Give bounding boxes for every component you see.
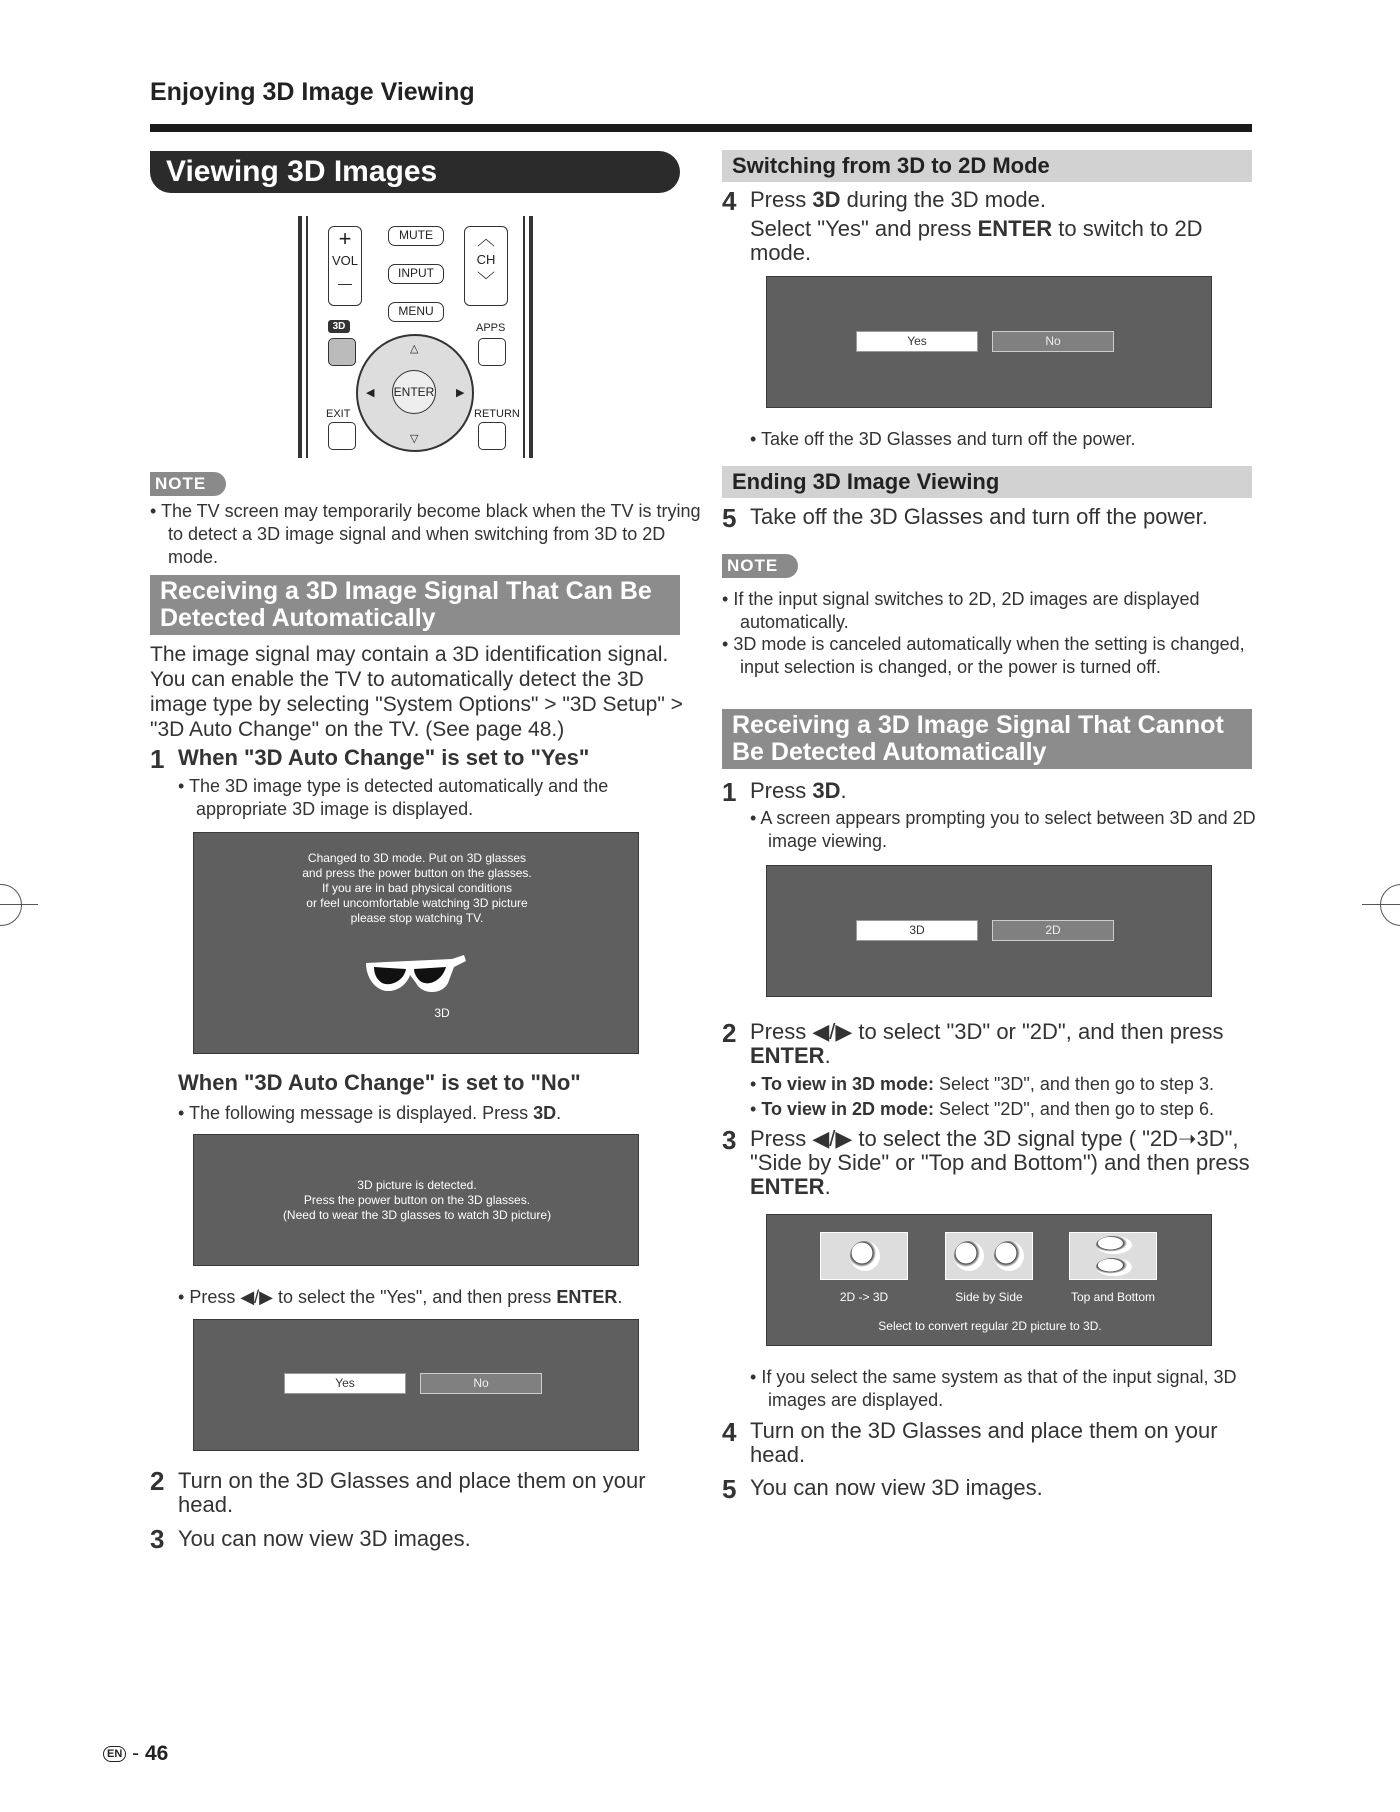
- page-header-title: Enjoying 3D Image Viewing: [150, 78, 475, 106]
- footer-separator: -: [132, 1742, 140, 1765]
- manual-step1-text: Press 3D.: [750, 778, 847, 803]
- page-footer: [103, 1742, 168, 1766]
- crop-mark-left-circle: [0, 884, 22, 926]
- page-number: 46: [144, 1742, 169, 1765]
- manual-step2-bullet-2d: • To view in 2D mode: Select "2D", and then go to step 6.: [750, 1098, 1278, 1121]
- vol-label: VOL: [331, 253, 358, 268]
- press-bullet: • Press ◀/▶ to select the "Yes", and then press ENTER.: [178, 1286, 716, 1309]
- three-d-button: [328, 338, 356, 366]
- input-button: INPUT: [388, 264, 444, 284]
- mute-button: MUTE: [388, 226, 444, 246]
- manual-step3-bullet: • If you select the same system as that of the input signal, 3D images are displayed.: [750, 1366, 1268, 1412]
- dpad-down-icon: ▽: [410, 433, 419, 445]
- three-d-label: 3D: [328, 320, 350, 333]
- manual-step3-number: 3: [722, 1125, 737, 1155]
- exit-label: EXIT: [326, 408, 351, 420]
- return-label: RETURN: [474, 408, 520, 420]
- screen-yes-no-left: [193, 1319, 639, 1451]
- manual-step5-text: You can now view 3D images.: [750, 1475, 1043, 1500]
- header-rule: [150, 124, 1252, 132]
- no-bullet: • The following message is displayed. Press 3D.: [178, 1102, 696, 1125]
- dpad-up-icon: △: [410, 343, 419, 355]
- glasses-icon: [362, 953, 468, 997]
- vol-rocker: [328, 226, 362, 306]
- step2-number: 2: [150, 1466, 165, 1496]
- step3-number: 3: [150, 1524, 165, 1554]
- note-right-1: • If the input signal switches to 2D, 2D images are displayed automatically.: [722, 588, 1270, 634]
- yes-option: Yes: [284, 1373, 406, 1394]
- ending-step-text: Take off the 3D Glasses and turn off the power.: [750, 504, 1208, 529]
- option-top-bottom-thumb: [1069, 1232, 1157, 1280]
- screen-3d-detected-message: 3D picture is detected. Press the power button on the 3D glasses. (Need to wear the 3D glasses to watch 3D picture): [282, 1178, 552, 1222]
- apps-button: [478, 338, 506, 366]
- ch-rocker: [464, 226, 508, 306]
- vol-minus-label: —: [338, 275, 352, 291]
- ball-icon-right: [994, 1241, 1024, 1271]
- dpad-right-icon: ▶: [456, 387, 465, 399]
- step1-bullet: • The 3D image type is detected automatically and the appropriate 3D image is displayed.: [178, 775, 696, 821]
- option-side-by-side-thumb: [945, 1232, 1033, 1280]
- vol-plus-label: +: [338, 226, 352, 251]
- ending-step-number: 5: [722, 503, 737, 533]
- dpad: [356, 334, 474, 452]
- option-3d: 3D: [856, 920, 978, 941]
- apps-label: APPS: [476, 322, 506, 334]
- ball-icon-bottom: [1096, 1258, 1132, 1276]
- option-2d: 2D: [992, 920, 1114, 941]
- menu-button: MENU: [388, 302, 444, 322]
- note-badge-right: NOTE: [722, 554, 798, 578]
- step1-number: 1: [150, 744, 165, 774]
- note-text: • The TV screen may temporarily become black when the TV is trying to detect a 3D image signal and when switching from 3D to 2D mode.: [150, 500, 704, 569]
- screen-yes-no-right: [766, 276, 1212, 408]
- manual-step1-number: 1: [722, 777, 737, 807]
- screen-3d-label: 3D: [434, 1006, 450, 1020]
- manual-step1-bullet: • A screen appears prompting you to select between 3D and 2D image viewing.: [750, 807, 1268, 853]
- ending-heading: Ending 3D Image Viewing: [722, 466, 1252, 498]
- manual-step5-number: 5: [722, 1474, 737, 1504]
- switch-heading: Switching from 3D to 2D Mode: [722, 150, 1252, 182]
- screen-signal-type: [766, 1214, 1212, 1346]
- crop-mark-right-circle: [1380, 884, 1400, 926]
- screen-3d-2d: [766, 865, 1212, 997]
- dpad-left-icon: ◀: [366, 387, 375, 399]
- screen-3d-changed-message: Changed to 3D mode. Put on 3D glasses and press the power button on the glasses. If you are in bad physical conditions or feel uncomfortable watching 3D picture please stop watching TV.: [302, 851, 532, 925]
- ch-down-icon: ﹀: [477, 271, 495, 291]
- option-caption: Select to convert regular 2D picture to 3D.: [878, 1319, 1102, 1333]
- option-2d-to-3d-thumb: [820, 1232, 908, 1280]
- manual-step3-text: Press ◀/▶ to select the 3D signal type ( "2D➝3D", "Side by Side" or "Top and Bottom") and then press ENTER.: [750, 1126, 1250, 1199]
- note-right-2: • 3D mode is canceled automatically when the setting is changed, input selection is changed, or the power is turned off.: [722, 633, 1270, 679]
- section-heading-auto: Receiving a 3D Image Signal That Can Be Detected Automatically: [150, 575, 680, 635]
- manual-step4-text: Turn on the 3D Glasses and place them on your head.: [750, 1418, 1218, 1467]
- ch-label: CH: [476, 252, 496, 267]
- language-badge: EN: [103, 1746, 126, 1762]
- no-option-right: No: [992, 331, 1114, 352]
- return-button: [478, 422, 506, 450]
- manual-step2-number: 2: [722, 1018, 737, 1048]
- screen-3d-detected: [193, 1134, 639, 1266]
- section-heading-manual: Receiving a 3D Image Signal That Cannot Be Detected Automatically: [722, 709, 1252, 769]
- intro-paragraph: The image signal may contain a 3D identification signal. You can enable the TV to automatically detect the 3D image type by selecting "System Options" > "3D Setup" > "3D Auto Change" on the TV. (See page 48.): [150, 643, 683, 741]
- option-2d-to-3d-label: 2D -> 3D: [839, 1290, 889, 1304]
- step2-text: Turn on the 3D Glasses and place them on your head.: [178, 1468, 646, 1517]
- switch-step-number: 4: [722, 186, 737, 216]
- no-title: When "3D Auto Change" is set to "No": [178, 1070, 581, 1095]
- main-section-title: Viewing 3D Images: [150, 151, 680, 193]
- ch-up-icon: ︿: [477, 229, 495, 249]
- yes-option-right: Yes: [856, 331, 978, 352]
- switch-step-subtext: Select "Yes" and press ENTER to switch to 2D mode.: [750, 216, 1203, 265]
- step1-title: When "3D Auto Change" is set to "Yes": [178, 745, 590, 770]
- note-badge: NOTE: [150, 472, 226, 496]
- ball-icon-top: [1096, 1236, 1132, 1254]
- exit-button: [328, 422, 356, 450]
- screen-3d-changed: [193, 832, 639, 1054]
- remote-illustration: [298, 216, 533, 458]
- ball-icon-left: [954, 1241, 984, 1271]
- enter-button: ENTER: [392, 370, 436, 414]
- option-side-by-side-label: Side by Side: [955, 1290, 1023, 1304]
- step3-text: You can now view 3D images.: [178, 1526, 471, 1551]
- manual-step2-text: Press ◀/▶ to select "3D" or "2D", and then press ENTER.: [750, 1019, 1224, 1068]
- manual-step2-bullet-3d: • To view in 3D mode: Select "3D", and then go to step 3.: [750, 1073, 1278, 1096]
- no-option: No: [420, 1373, 542, 1394]
- switch-step-text: Press 3D during the 3D mode.: [750, 187, 1046, 212]
- ball-icon: [850, 1241, 880, 1271]
- switch-bullet: • Take off the 3D Glasses and turn off the power.: [750, 428, 1268, 451]
- option-top-bottom-label: Top and Bottom: [1070, 1290, 1156, 1304]
- manual-step4-number: 4: [722, 1417, 737, 1447]
